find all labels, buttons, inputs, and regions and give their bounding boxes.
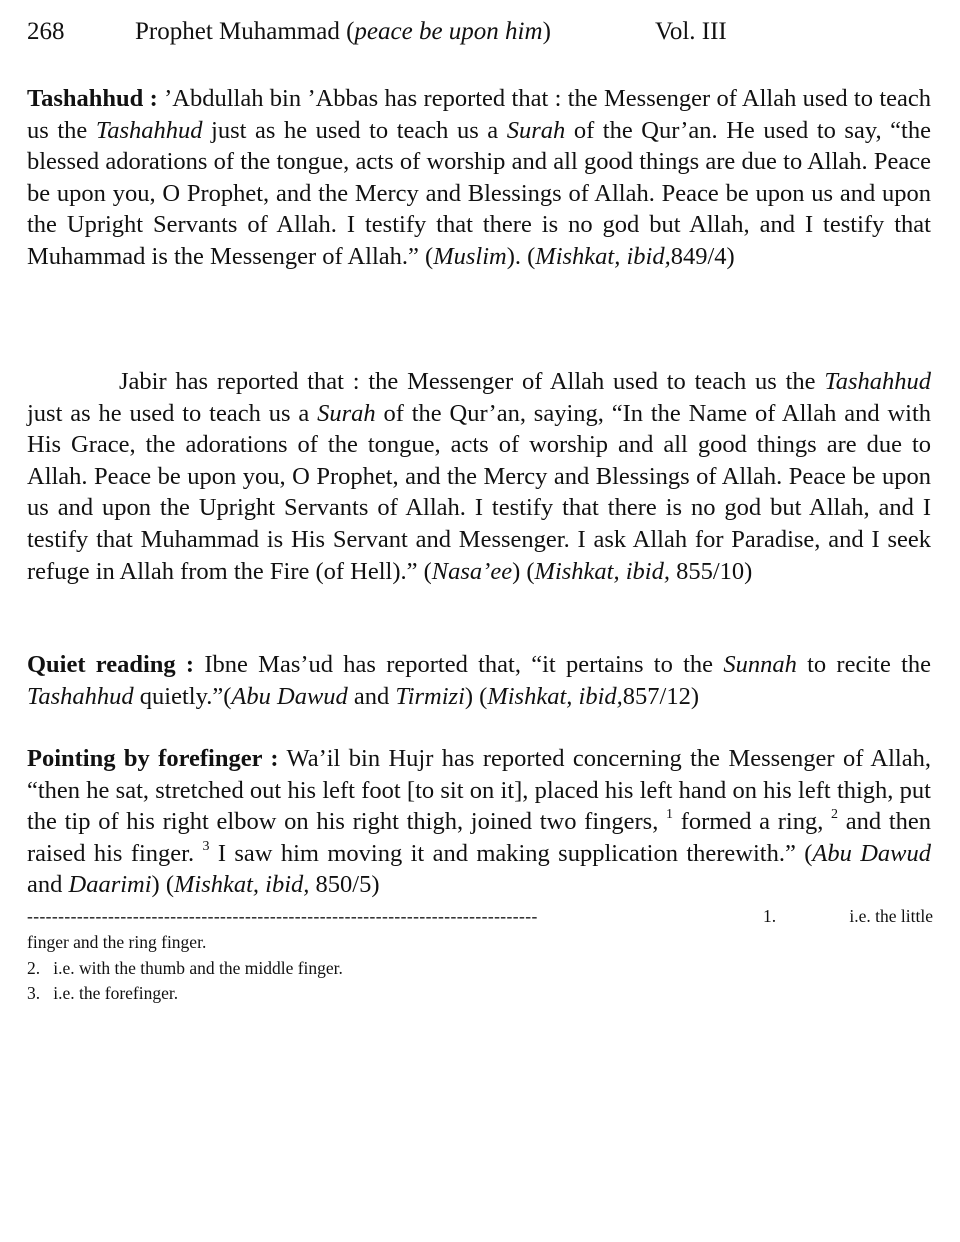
footnote-ref-2: 2 bbox=[831, 807, 839, 823]
section-heading: Tashahhud : bbox=[27, 85, 158, 112]
page-number: 268 bbox=[27, 18, 65, 45]
section-heading: Pointing by forefinger : bbox=[27, 745, 279, 772]
footnote-2: 2. i.e. with the thumb and the middle finger. bbox=[27, 957, 343, 978]
paragraph-jabir: Jabir has reported that : the Messenger of Allah used to teach us the Tashahhud just as he used to teach us a Surah of the Qur’an, saying, “In the Name of Allah and with His Grace, the adorations of the tongue, acts of worship and all good things are due to Allah. Peace be upon you, O Prophet, and the Mercy and Blessings of Allah. Peace be upon us and upon the Upright Servants of Allah. I testify that there is no god but Allah, and I testify that Muhammad is His Servant and Messenger. I ask Allah for Paradise, and I seek refuge in Allah from the Fire (of Hell).” (Nasa’ee) (Mishkat, ibid, 855/10) bbox=[27, 368, 931, 585]
paragraph-tashahhud: Tashahhud : ’Abdullah bin ’Abbas has reported that : the Messenger of Allah used to teach us the Tashahhud just as he used to teach us a Surah of the Qur’an. He used to say, “the blessed adorations of the tongue, acts of worship and all good things are due to Allah. Peace be upon you, O Prophet, and the Mercy and Blessings of Allah. Peace be upon us and upon the Upright Servants of Allah. I testify that there is no god but Allah, and I testify that Muhammad is the Messenger of Allah.” (Muslim). (Mishkat, ibid,849/4) bbox=[27, 85, 931, 270]
volume-label: Vol. III bbox=[655, 18, 727, 45]
footnote-ref-3: 3 bbox=[202, 838, 210, 854]
footnote-ref-1: 1 bbox=[666, 807, 674, 823]
footnote-1: ---------------------------------------------------------------------------------- 1. i.e. the little bbox=[27, 904, 933, 930]
section-heading: Quiet reading : bbox=[27, 651, 195, 678]
paragraph-quiet-reading: Quiet reading : Ibne Mas’ud has reported that, “it pertains to the Sunnah to recite the Tashahhud quietly.”(Abu Dawud and Tirmizi) (Mishkat, ibid,857/12) bbox=[27, 651, 932, 710]
footnote-rule: ---------------------------------------------------------------------------------- bbox=[27, 906, 538, 926]
paragraph-pointing-by-forefinger: Pointing by forefinger : Wa’il bin Hujr has reported concerning the Messenger of Allah, “then he sat, stretched out his left foot [to sit on it], placed his left hand on his left thigh, put the tip of his right elbow on his right thigh, joined two fingers, $^1$ formed a ring, $^2$ and then raised his finger. $^3$ I saw him moving it and making supplication therewith.” (Abu Dawud and Daarimi) (Mishkat, ibid, 850/5) bbox=[27, 745, 931, 899]
footnote-1-continued: finger and the ring finger. bbox=[27, 932, 207, 952]
book-title: Prophet Muhammad (peace be upon him) bbox=[135, 18, 551, 45]
running-head bbox=[27, 18, 933, 52]
footnote-3: 3. i.e. the forefinger. bbox=[27, 983, 179, 1003]
footnotes bbox=[27, 904, 933, 1007]
